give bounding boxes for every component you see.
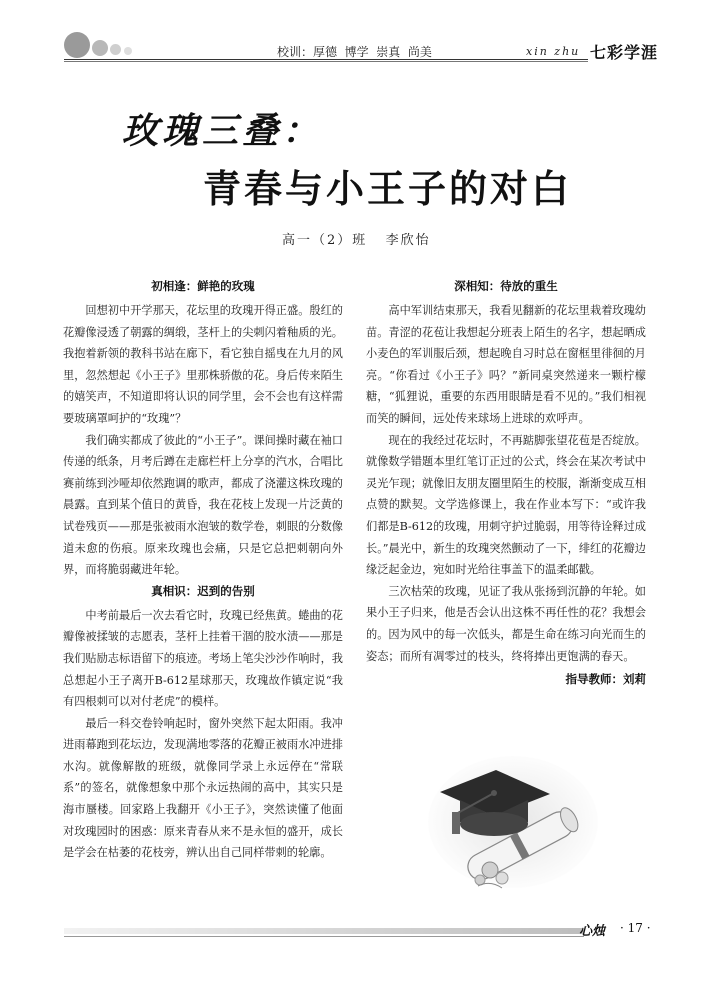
header-divider <box>64 59 588 60</box>
magazine-brand: 七彩学涯 <box>590 43 659 62</box>
page-number: · 17 · <box>620 921 651 935</box>
paragraph: 三次枯荣的玫瑰，见证了我从张扬到沉静的年轮。如果小王子归来，他是否会认出这株不再任性的花？我想会的。因为风中的每一次低头，都是生命在练习向光而生的姿态；而所有凋零过的枝头，终将捧出更饱满的春天。 <box>366 584 646 663</box>
header-decoration-dots <box>64 30 154 60</box>
paragraph: 中考前最后一次去看它时，玫瑰已经焦黄。蜷曲的花瓣像被揉皱的志愿表，茎杆上挂着干涸的胶水渍——那是我们贴励志标语留下的痕迹。考场上笔尖沙沙作响时，我总想起小王子离开B-612星球那天，玫瑰故作镇定说“我有四根刺可以对付老虎”的模样。 <box>63 608 343 709</box>
paragraph: 现在的我经过花坛时，不再踮脚张望花苞是否绽放。就像数学错题本里红笔订正过的公式，终会在某次考试中灵光乍现；就像旧友朋友圈里陌生的校服，渐渐变成互相点赞的默契。文学选修课上，我在作业本写下：“或许我们都是B-612的玫瑰，用刺守护过脆弱，用等待诠释过成长。”晨光中，新生的玫瑰突然颤动了一下，绯红的花瓣边缘泛起金边，宛如时光给往事盖下的温柔邮戳。 <box>366 433 646 577</box>
header-pinyin: xin zhu <box>526 45 581 58</box>
school-motto: 校训：厚德 博学 崇真 尚美 <box>277 45 432 59</box>
header-divider-secondary <box>64 61 588 62</box>
section-heading: 真相识：迟到的告别 <box>151 583 255 598</box>
paragraph: 回想初中开学那天，花坛里的玫瑰开得正盛。殷红的花瓣像浸透了朝露的绸缎，茎杆上的尖刺闪着釉质的光。我抱着新领的教科书站在廊下，看它独自摇曳在九月的风里，忽然想起《小王子》里那株骄傲的花。身后传来陌生的嬉笑声，不知道即将认识的同学里，会不会也有这样需要玻璃罩呵护的“玫瑰”？ <box>63 304 343 425</box>
section-heading: 初相逢：鲜艳的玫瑰 <box>151 279 255 293</box>
section-heading: 深相知：待放的重生 <box>454 279 558 293</box>
article-title-line2: 青春与小王子的对白 <box>203 167 573 211</box>
footer-bar <box>64 928 584 934</box>
footer-divider <box>64 936 584 937</box>
advisor-credit: 指导教师：刘莉 <box>565 672 646 687</box>
paragraph: 我们确实都成了彼此的“小王子”。课间操时藏在袖口传递的纸条，月考后蹲在走廊栏杆上分享的汽水，合唱比赛前练到沙哑却依然跑调的歌声，都成了浇灌这株玫瑰的晨露。直到某个值日的黄昏，我在花枝上发现一片泛黄的试卷残页——那是张被雨水泡皱的数学卷，刺眼的分数像道未愈的伤痕。原来玫瑰也会痛，只是它总把刺朝向外界，而将脆弱藏进年轮。 <box>63 433 343 577</box>
graduation-cap-and-diploma-icon <box>418 752 598 897</box>
footer-brand: 心烛 <box>579 924 606 939</box>
article-title-line1: 玫瑰三叠： <box>122 110 323 152</box>
right-column <box>366 278 646 687</box>
paragraph: 最后一科交卷铃响起时，窗外突然下起太阳雨。我冲进雨幕跑到花坛边，发现满地零落的花瓣正被雨水冲进排水沟。就像解散的班级，就像同学录上永远停在“常联系”的签名，就像想象中那个永远热闹的高中，其实只是海市蜃楼。回家路上我翻开《小王子》，突然读懂了他面对玫瑰园时的困惑：原来青春从来不是永恒的盛开，成长是学会在枯萎的花枝旁，辨认出自己同样带刺的轮廓。 <box>63 716 343 860</box>
left-column <box>63 278 343 864</box>
paragraph: 高中军训结束那天，我看见翻新的花坛里栽着玫瑰幼苗。青涩的花苞让我想起分班表上陌生的名字，想起晒成小麦色的军训服后颈，想起晚自习时总在窗框里徘徊的月亮。“你看过《小王子》吗？”新同桌突然递来一颗柠檬糖，“狐狸说，重要的东西用眼睛是看不见的。”我们相视而笑的瞬间，远处传来球场上进球的欢呼声。 <box>366 304 646 425</box>
article-byline: 高一（2）班 李欣怡 <box>282 233 431 248</box>
